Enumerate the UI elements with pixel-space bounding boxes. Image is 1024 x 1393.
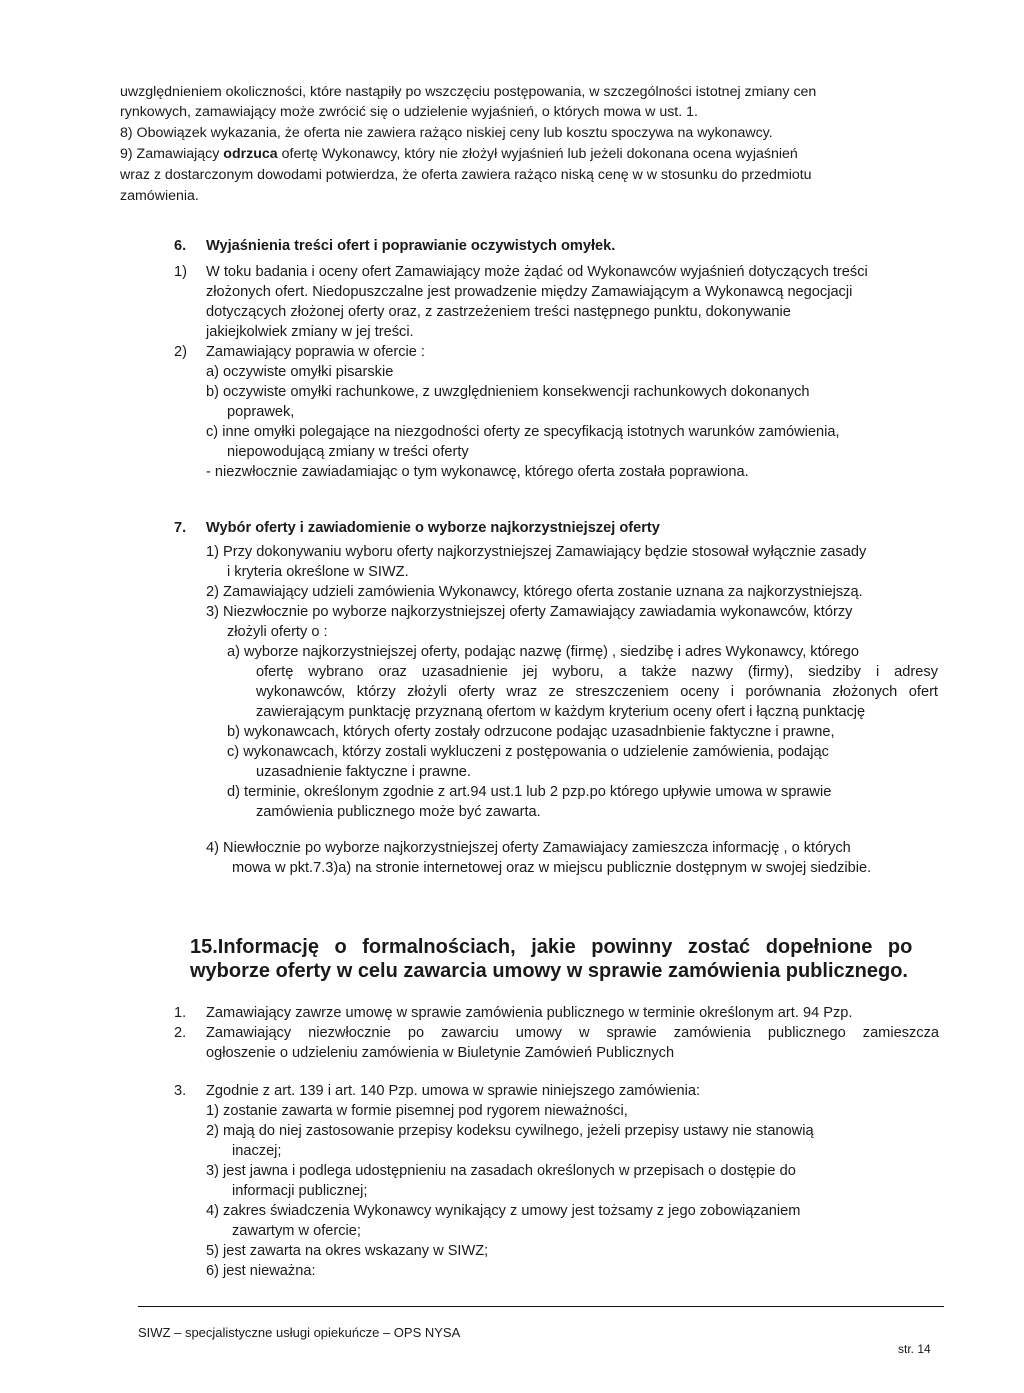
s15-subitem: 6) jest nieważna:: [206, 1263, 316, 1279]
s6-paragraph-line: W toku badania i oceny ofert Zamawiający może żądać od Wykonawców wyjaśnień dotyczących treści: [206, 264, 868, 280]
s15-subitem: inaczej;: [232, 1143, 282, 1159]
s15-subitem: zawartym w ofercie;: [232, 1223, 361, 1239]
s7-subitem: c) wykonawcach, którzy zostali wykluczeni z postępowania o udzielenie zamówienia, podając: [227, 744, 829, 760]
s6-paragraph-line: dotyczących złożonej oferty oraz, z zastrzeżeniem treści następnego punktu, dokonywanie: [206, 304, 791, 320]
s7-item: mowa w pkt.7.3)a) na stronie internetowej oraz w miejscu publicznie dostępnym w swojej siedzibie.: [232, 860, 872, 876]
s15-subitem: informacji publicznej;: [232, 1183, 368, 1199]
s6-subitem: niepowodującą zmiany w treści oferty: [227, 444, 469, 460]
s6-paragraph-line: Zamawiający poprawia w ofercie :: [206, 344, 425, 360]
s6-subitem: a) oczywiste omyłki pisarskie: [206, 364, 394, 380]
s15-item: ogłoszenie o udzieleniu zamówienia w Biuletynie Zamówień Publicznych: [206, 1045, 675, 1061]
intro-line: rynkowych, zamawiający może zwrócić się o udzielenie wyjaśnień, o których mowa w ust. 1.: [120, 104, 698, 120]
s15-item: Zamawiający zawrze umowę w sprawie zamówienia publicznego w terminie określonym art. 94 Pzp.: [206, 1005, 853, 1021]
s15-item: Zgodnie z art. 139 i art. 140 Pzp. umowa w sprawie niniejszego zamówienia:: [206, 1083, 701, 1099]
intro-text: 9) Zamawiający: [120, 146, 224, 162]
s15-item-number: 1.: [174, 1005, 187, 1021]
section-6-title: Wyjaśnienia treści ofert i poprawianie oczywistych omyłek.: [206, 238, 616, 254]
s15-subitem: 1) zostanie zawarta w formie pisemnej pod rygorem nieważności,: [206, 1103, 628, 1119]
s7-subitem: zamówienia publicznego może być zawarta.: [256, 804, 541, 820]
s15-item-number: 3.: [174, 1083, 187, 1099]
s15-subitem: 2) mają do niej zastosowanie przepisy kodeksu cywilnego, jeżeli przepisy ustawy nie stanowią: [206, 1123, 814, 1139]
s15-subitem: 5) jest zawarta na okres wskazany w SIWZ;: [206, 1243, 489, 1259]
footer-page-number: str. 14: [898, 1342, 931, 1356]
s7-item: i kryteria określone w SIWZ.: [227, 564, 409, 580]
intro-line: [120, 144, 798, 164]
s6-paragraph-line: złożonych ofert. Niedopuszczalne jest prowadzenie między Zamawiającym a Wykonawcą negocjacji: [206, 284, 853, 300]
s6-note: - niezwłocznie zawiadamiając o tym wykonawcę, którego oferta została poprawiona.: [206, 464, 749, 480]
intro-line: 8) Obowiązek wykazania, że oferta nie zawiera rażąco niskiej ceny lub kosztu spoczywa na wykonawcy.: [120, 125, 773, 141]
s7-item: 4) Niewłocznie po wyborze najkorzystniejszej oferty Zamawiajacy zamieszcza informację , o których: [206, 840, 851, 856]
s7-subitem: wykonawców, którzy złożyli oferty wraz ze streszczeniem oceny i porównania złożonych ofert: [256, 684, 938, 700]
s7-item: 1) Przy dokonywaniu wyboru oferty najkorzystniejszej Zamawiający będzie stosował wyłącznie zasady: [206, 544, 867, 560]
s15-subitem: 3) jest jawna i podlega udostępnieniu na zasadach określonych w przepisach o dostępie do: [206, 1163, 796, 1179]
s6-subitem: c) inne omyłki polegające na niezgodności oferty ze specyfikacją istotnych warunków zamówienia,: [206, 424, 840, 440]
section-15-title: 15.Informację o formalnościach, jakie powinny zostać dopełnione po: [190, 936, 913, 958]
footer-divider: [138, 1306, 944, 1307]
s6-item-number: 2): [174, 344, 187, 360]
s6-item-number: 1): [174, 264, 187, 280]
s7-subitem: uzasadnienie faktyczne i prawne.: [256, 764, 471, 780]
section-7-number: 7.: [174, 520, 187, 536]
s15-item-number: 2.: [174, 1025, 187, 1041]
s7-subitem: a) wyborze najkorzystniejszej oferty, podając nazwę (firmę) , siedzibę i adres Wykonawcy, którego: [227, 644, 859, 660]
section-15-title: wyborze oferty w celu zawarcia umowy w sprawie zamówienia publicznego.: [190, 960, 908, 982]
intro-line: wraz z dostarczonym dowodami potwierdza, że oferta zawiera rażąco niską cenę w w stosunku do przedmiotu: [120, 167, 812, 183]
s7-item: złożyli oferty o :: [227, 624, 328, 640]
s7-subitem: zawierającym punktację przyznaną ofertom w każdym kryterium oceny ofert i łączną punktację: [256, 704, 866, 720]
footer-document-title: SIWZ – specjalistyczne usługi opiekuńcze – OPS NYSA: [138, 1325, 461, 1340]
intro-text: ofertę Wykonawcy, który nie złożył wyjaśnień lub jeżeli dokonana ocena wyjaśnień: [277, 146, 798, 162]
intro-line: zamówienia.: [120, 188, 199, 204]
section-7-title: Wybór oferty i zawiadomienie o wyborze najkorzystniejszej oferty: [206, 520, 660, 536]
s7-item: 3) Niezwłocznie po wyborze najkorzystniejszej oferty Zamawiający zawiadamia wykonawców, którzy: [206, 604, 853, 620]
s6-subitem: poprawek,: [227, 404, 295, 420]
s6-subitem: b) oczywiste omyłki rachunkowe, z uwzględnieniem konsekwencji rachunkowych dokonanych: [206, 384, 810, 400]
intro-bold-word: odrzuca: [223, 146, 278, 162]
intro-line: uwzględnieniem okoliczności, które nastąpiły po wszczęciu postępowania, w szczególności istotnej zmiany cen: [120, 84, 817, 100]
s15-item: Zamawiający niezwłocznie po zawarciu umowy w sprawie zamówienia publicznego zamieszcza: [206, 1025, 939, 1041]
s7-subitem: d) terminie, określonym zgodnie z art.94 ust.1 lub 2 pzp.po którego upływie umowa w sprawie: [227, 784, 832, 800]
s7-subitem: b) wykonawcach, których oferty zostały odrzucone podając uzasadnbienie faktyczne i prawne,: [227, 724, 835, 740]
s7-subitem: ofertę wybrano oraz uzasadnienie jej wyboru, a także nazwy (firmy), siedziby i adresy: [256, 664, 938, 680]
s6-paragraph-line: jakiejkolwiek zmiany w jej treści.: [206, 324, 414, 340]
section-6-number: 6.: [174, 238, 187, 254]
s15-subitem: 4) zakres świadczenia Wykonawcy wynikający z umowy jest tożsamy z jego zobowiązaniem: [206, 1203, 801, 1219]
s7-item: 2) Zamawiający udzieli zamówienia Wykonawcy, którego oferta zostanie uznana za najkorzystniejszą.: [206, 584, 863, 600]
